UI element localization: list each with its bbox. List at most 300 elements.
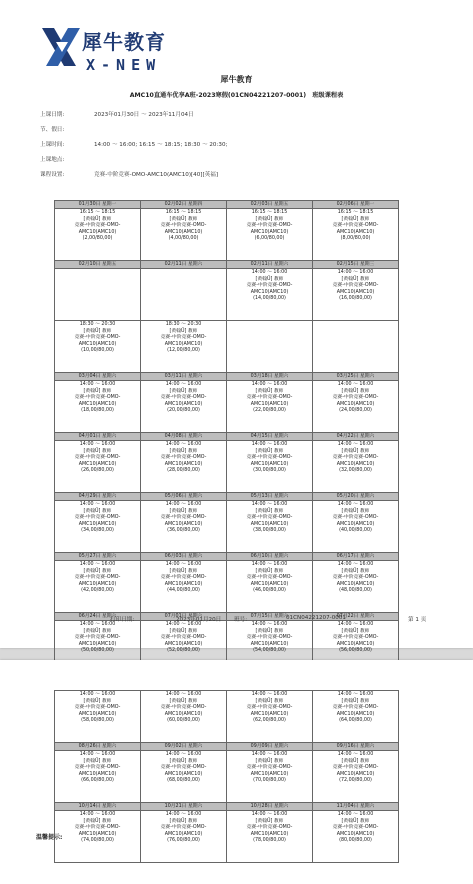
session-time: 14:00 ～ 16:00	[337, 812, 374, 817]
empty-cell	[313, 321, 399, 373]
session-course: AMC10(AMC10)	[164, 831, 203, 837]
session-course: 竞赛-中阶竞赛-OMO-	[160, 825, 207, 830]
brand-name-en: X-NEW	[86, 56, 162, 74]
session-row	[55, 441, 399, 493]
session-cell	[313, 561, 399, 613]
date-header-cell: 07月22日 星期六	[313, 613, 399, 621]
session-course: 竞赛-中阶竞赛-OMO-	[246, 283, 293, 288]
date-header-cell: 06月10日 星期六	[227, 553, 313, 561]
session-course: AMC10(AMC10)	[78, 581, 117, 587]
session-time: 14:00 ～ 16:00	[79, 382, 116, 387]
session-hours: (34,00/80,00)	[81, 528, 114, 533]
session-hours: (52,00/80,00)	[167, 648, 200, 653]
session-teacher: [黄翰Ü] 教师	[83, 818, 112, 824]
date-header-row	[55, 803, 399, 811]
session-cell	[141, 441, 227, 493]
session-teacher: [黄翰Ü] 教师	[169, 758, 198, 764]
session-time: 14:00 ～ 16:00	[251, 502, 288, 507]
session-course: AMC10(AMC10)	[336, 229, 375, 235]
date-header-row	[55, 743, 399, 751]
session-teacher: [黄翰Ü] 教师	[255, 568, 284, 574]
info-value: 2023年01月30日 ～ 2023年11月04日	[94, 112, 194, 118]
session-teacher: [黄翰Ü] 教师	[255, 448, 284, 454]
session-course: 竞赛-中阶竞赛-OMO-	[246, 395, 293, 400]
session-row	[55, 209, 399, 261]
date-header-cell: 02月11日 星期六	[141, 261, 227, 269]
session-course: 竞赛-中阶竞赛-OMO-	[246, 765, 293, 770]
info-key: 上课日期:	[40, 112, 65, 118]
session-hours: (32,00/80,00)	[339, 468, 372, 473]
session-hours: (76,00/80,00)	[167, 838, 200, 843]
schedule-page-2	[0, 660, 473, 884]
session-course: 竞赛-中阶竞赛-OMO-	[74, 575, 121, 580]
session-teacher: [黄翰Ü] 教师	[83, 388, 112, 394]
date-header-cell: 10月28日 星期六	[227, 803, 313, 811]
session-course: 竞赛-中阶竞赛-OMO-	[246, 455, 293, 460]
session-course: 竞赛-中阶竞赛-OMO-	[160, 765, 207, 770]
session-time: 14:00 ～ 16:00	[251, 562, 288, 567]
footer-print-label: 打印日期:	[110, 617, 135, 623]
session-course: 竞赛-中阶竞赛-OMO-	[160, 515, 207, 520]
session-time: 14:00 ～ 16:00	[251, 752, 288, 757]
session-course: AMC10(AMC10)	[336, 401, 375, 407]
rhino-x-logo-icon	[42, 24, 82, 70]
session-course: AMC10(AMC10)	[336, 461, 375, 467]
session-course: AMC10(AMC10)	[336, 831, 375, 837]
session-teacher: [黄翰Ü] 教师	[341, 216, 370, 222]
session-cell	[141, 209, 227, 261]
session-time: 18:30 ～ 20:30	[165, 322, 202, 327]
date-header-row	[55, 613, 399, 621]
session-hours: (24,00/80,00)	[339, 408, 372, 413]
session-hours: (12,00/80,00)	[167, 348, 200, 353]
session-course: 竞赛-中阶竞赛-OMO-	[74, 765, 121, 770]
session-row	[55, 811, 399, 863]
session-teacher: [黄翰Ü] 教师	[169, 508, 198, 514]
date-header-cell: 04月08日 星期六	[141, 433, 227, 441]
session-course: AMC10(AMC10)	[336, 581, 375, 587]
session-course: AMC10(AMC10)	[250, 581, 289, 587]
session-teacher: [黄翰Ü] 教师	[255, 628, 284, 634]
session-teacher: [黄翰Ü] 教师	[83, 508, 112, 514]
session-teacher: [黄翰Ü] 教师	[83, 758, 112, 764]
session-cell	[227, 381, 313, 433]
session-cell	[55, 381, 141, 433]
session-hours: (46,00/80,00)	[253, 588, 286, 593]
session-course: 竞赛-中阶竞赛-OMO-	[160, 635, 207, 640]
info-value: 14:00 ～ 16:00; 16:15 ～ 18:15; 18:30 ～ 20:30;	[94, 142, 228, 148]
session-time: 16:15 ～ 18:15	[79, 210, 116, 215]
session-teacher: [黄翰Ü] 教师	[169, 448, 198, 454]
session-course: AMC10(AMC10)	[164, 581, 203, 587]
session-cell	[227, 561, 313, 613]
session-course: AMC10(AMC10)	[250, 401, 289, 407]
document-title: AMC10直通车优享A班-2023寒假(01CN04221207-0001) 班级课程表	[129, 92, 344, 99]
session-cell	[313, 441, 399, 493]
session-course: 竞赛-中阶竞赛-OMO-	[160, 705, 207, 710]
session-teacher: [黄翰Ü] 教师	[341, 508, 370, 514]
session-course: AMC10(AMC10)	[78, 461, 117, 467]
session-time: 16:15 ～ 18:15	[337, 210, 374, 215]
session-teacher: [黄翰Ü] 教师	[255, 276, 284, 282]
session-hours: (2,00/80,00)	[82, 236, 113, 241]
session-hours: (8,00/80,00)	[340, 236, 371, 241]
session-hours: (18,00/80,00)	[81, 408, 114, 413]
session-cell	[55, 209, 141, 261]
session-hours: (80,00/80,00)	[339, 838, 372, 843]
session-course: AMC10(AMC10)	[78, 341, 117, 347]
session-course: AMC10(AMC10)	[250, 771, 289, 777]
session-course: AMC10(AMC10)	[250, 521, 289, 527]
session-hours: (14,00/80,00)	[253, 296, 286, 301]
session-teacher: [黄翰Ü] 教师	[169, 388, 198, 394]
session-teacher: [黄翰Ü] 教师	[341, 568, 370, 574]
date-header-cell: 07月15日 星期六	[227, 613, 313, 621]
date-header-cell: 04月29日 星期六	[55, 493, 141, 501]
session-hours: (4,00/80,00)	[168, 236, 199, 241]
session-course: 竞赛-中阶竞赛-OMO-	[332, 705, 379, 710]
date-header-cell: 02月03日 星期五	[227, 201, 313, 209]
session-course: AMC10(AMC10)	[250, 229, 289, 235]
session-teacher: [黄翰Ü] 教师	[169, 628, 198, 634]
session-time: 14:00 ～ 16:00	[251, 270, 288, 275]
date-header-cell: 06月17日 星期六	[313, 553, 399, 561]
date-header-cell: 04月15日 星期六	[227, 433, 313, 441]
session-time: 14:00 ～ 16:00	[165, 692, 202, 697]
session-cell	[313, 811, 399, 863]
session-course: AMC10(AMC10)	[78, 831, 117, 837]
session-time: 16:15 ～ 18:15	[251, 210, 288, 215]
empty-cell	[55, 269, 141, 321]
session-cell	[227, 691, 313, 743]
session-row	[55, 501, 399, 553]
date-header-cell: 09月16日 星期六	[313, 743, 399, 751]
session-time: 14:00 ～ 16:00	[165, 382, 202, 387]
session-hours: (66,00/80,00)	[81, 778, 114, 783]
session-teacher: [黄翰Ü] 教师	[341, 448, 370, 454]
session-course: AMC10(AMC10)	[78, 641, 117, 647]
session-cell	[55, 501, 141, 553]
brand-logo	[42, 22, 192, 82]
session-hours: (6,00/80,00)	[254, 236, 285, 241]
session-hours: (28,00/80,00)	[167, 468, 200, 473]
session-teacher: [黄翰Ü] 教师	[83, 698, 112, 704]
session-course: AMC10(AMC10)	[250, 641, 289, 647]
session-row	[55, 269, 399, 321]
session-hours: (38,00/80,00)	[253, 528, 286, 533]
session-course: AMC10(AMC10)	[336, 771, 375, 777]
session-hours: (42,00/80,00)	[81, 588, 114, 593]
session-course: 竞赛-中阶竞赛-OMO-	[332, 283, 379, 288]
info-holidays	[40, 125, 94, 133]
session-teacher: [黄翰Ü] 教师	[169, 568, 198, 574]
session-time: 14:00 ～ 16:00	[165, 562, 202, 567]
session-cell	[227, 269, 313, 321]
brand-name-cn: 犀牛教育	[82, 30, 166, 54]
session-course: AMC10(AMC10)	[78, 401, 117, 407]
date-header-cell: 01月30日 星期一	[55, 201, 141, 209]
session-course: 竞赛-中阶竞赛-OMO-	[332, 765, 379, 770]
session-time: 14:00 ～ 16:00	[337, 622, 374, 627]
session-hours: (48,00/80,00)	[339, 588, 372, 593]
date-header-row	[55, 261, 399, 269]
session-course: 竞赛-中阶竞赛-OMO-	[332, 223, 379, 228]
info-key: 上课地点:	[40, 157, 65, 163]
session-time: 14:00 ～ 16:00	[79, 692, 116, 697]
date-header-row	[55, 553, 399, 561]
date-header-cell: 05月06日 星期六	[141, 493, 227, 501]
session-hours: (60,00/80,00)	[167, 718, 200, 723]
session-time: 14:00 ～ 16:00	[337, 382, 374, 387]
session-course: 竞赛-中阶竞赛-OMO-	[74, 395, 121, 400]
session-cell	[313, 501, 399, 553]
session-hours: (30,00/80,00)	[253, 468, 286, 473]
session-course: AMC10(AMC10)	[164, 711, 203, 717]
session-time: 14:00 ～ 16:00	[79, 562, 116, 567]
session-teacher: [黄翰Ü] 教师	[341, 818, 370, 824]
session-teacher: [黄翰Ü] 教师	[255, 508, 284, 514]
session-course: 竞赛-中阶竞赛-OMO-	[246, 635, 293, 640]
session-time: 14:00 ～ 16:00	[251, 442, 288, 447]
date-header-cell: 05月20日 星期六	[313, 493, 399, 501]
session-time: 14:00 ～ 16:00	[165, 752, 202, 757]
session-course: AMC10(AMC10)	[250, 831, 289, 837]
date-header-cell: 02月02日 星期四	[141, 201, 227, 209]
session-teacher: [黄翰Ü] 教师	[83, 448, 112, 454]
session-cell	[55, 691, 141, 743]
date-header-cell: 11月04日 星期六	[313, 803, 399, 811]
date-header-cell: 07月01日 星期六	[141, 613, 227, 621]
footer-page-number: 第 1 页	[408, 617, 427, 623]
empty-cell	[227, 321, 313, 373]
session-row	[55, 321, 399, 373]
date-header-cell: 03月11日 星期六	[141, 373, 227, 381]
session-cell	[227, 501, 313, 553]
session-teacher: [黄翰Ü] 教师	[255, 758, 284, 764]
session-cell	[55, 811, 141, 863]
session-cell	[227, 209, 313, 261]
date-header-cell: 10月14日 星期六	[55, 803, 141, 811]
session-hours: (72,00/80,00)	[339, 778, 372, 783]
session-time: 14:00 ～ 16:00	[251, 382, 288, 387]
session-course: 竞赛-中阶竞赛-OMO-	[74, 825, 121, 830]
session-teacher: [黄翰Ü] 教师	[255, 216, 284, 222]
session-course: AMC10(AMC10)	[164, 521, 203, 527]
session-course: 竞赛-中阶竞赛-OMO-	[332, 825, 379, 830]
session-teacher: [黄翰Ü] 教师	[341, 758, 370, 764]
session-cell	[227, 441, 313, 493]
date-header-cell: 06月03日 星期六	[141, 553, 227, 561]
session-cell	[141, 751, 227, 803]
session-time: 14:00 ～ 16:00	[251, 692, 288, 697]
info-key: 上课时间:	[40, 142, 65, 148]
session-time: 14:00 ～ 16:00	[79, 812, 116, 817]
session-time: 14:00 ～ 16:00	[337, 562, 374, 567]
date-header-cell: 02月10日 星期五	[55, 261, 141, 269]
session-cell	[313, 269, 399, 321]
session-course: 竞赛-中阶竞赛-OMO-	[160, 455, 207, 460]
session-course: 竞赛-中阶竞赛-OMO-	[74, 515, 121, 520]
date-header-row	[55, 493, 399, 501]
schedule-table-page-2	[54, 690, 399, 863]
session-cell	[227, 811, 313, 863]
date-header-cell: 02月15日 星期三	[313, 261, 399, 269]
session-course: AMC10(AMC10)	[78, 771, 117, 777]
date-header-cell: 03月18日 星期六	[227, 373, 313, 381]
session-hours: (54,00/80,00)	[253, 648, 286, 653]
session-cell	[141, 811, 227, 863]
org-name: 犀牛教育	[220, 75, 253, 84]
info-value: 竞赛-中阶竞赛-OMO-AMC10(AMC10)[40][英福]	[94, 172, 219, 178]
session-cell	[55, 751, 141, 803]
session-row	[55, 381, 399, 433]
session-cell	[55, 321, 141, 373]
session-time: 14:00 ～ 16:00	[251, 812, 288, 817]
session-hours: (78,00/80,00)	[253, 838, 286, 843]
session-course: 竞赛-中阶竞赛-OMO-	[246, 575, 293, 580]
session-course: AMC10(AMC10)	[336, 641, 375, 647]
info-location	[40, 155, 94, 163]
schedule-table-page-1	[54, 200, 399, 681]
session-hours: (74,00/80,00)	[81, 838, 114, 843]
session-time: 14:00 ～ 16:00	[165, 502, 202, 507]
session-time: 14:00 ～ 16:00	[165, 622, 202, 627]
session-teacher: [黄翰Ü] 教师	[341, 628, 370, 634]
session-teacher: [黄翰Ü] 教师	[83, 216, 112, 222]
session-course: 竞赛-中阶竞赛-OMO-	[160, 335, 207, 340]
session-cell	[141, 561, 227, 613]
session-cell	[141, 501, 227, 553]
date-header-row	[55, 373, 399, 381]
session-course: AMC10(AMC10)	[336, 711, 375, 717]
session-course: 竞赛-中阶竞赛-OMO-	[74, 635, 121, 640]
session-time: 14:00 ～ 16:00	[337, 442, 374, 447]
session-course: AMC10(AMC10)	[250, 711, 289, 717]
footer-class-number: 01CN04221207-0001	[286, 615, 346, 621]
session-course: AMC10(AMC10)	[164, 229, 203, 235]
date-header-cell: 02月11日 星期六	[227, 261, 313, 269]
session-course: 竞赛-中阶竞赛-OMO-	[74, 705, 121, 710]
session-cell	[313, 381, 399, 433]
date-header-cell: 09月09日 星期六	[227, 743, 313, 751]
session-time: 16:15 ～ 18:15	[165, 210, 202, 215]
session-time: 14:00 ～ 16:00	[337, 502, 374, 507]
session-course: AMC10(AMC10)	[164, 641, 203, 647]
session-teacher: [黄翰Ü] 教师	[169, 698, 198, 704]
date-header-cell: 03月04日 星期六	[55, 373, 141, 381]
session-course: 竞赛-中阶竞赛-OMO-	[332, 515, 379, 520]
session-row	[55, 691, 399, 743]
session-hours: (10,00/80,00)	[81, 348, 114, 353]
info-key: 课程设置:	[40, 172, 65, 178]
footer-class-label: 班号:	[234, 617, 248, 623]
session-cell	[227, 751, 313, 803]
session-course: 竞赛-中阶竞赛-OMO-	[160, 223, 207, 228]
session-time: 18:30 ～ 20:30	[79, 322, 116, 327]
session-time: 14:00 ～ 16:00	[79, 502, 116, 507]
session-cell	[141, 321, 227, 373]
session-hours: (62,00/80,00)	[253, 718, 286, 723]
session-course: AMC10(AMC10)	[164, 341, 203, 347]
session-course: 竞赛-中阶竞赛-OMO-	[246, 515, 293, 520]
session-row	[55, 561, 399, 613]
date-header-cell: 08月26日 星期六	[55, 743, 141, 751]
session-cell	[313, 751, 399, 803]
session-teacher: [黄翰Ü] 教师	[255, 388, 284, 394]
session-cell	[141, 691, 227, 743]
date-header-cell: 04月01日 星期六	[55, 433, 141, 441]
date-header-cell: 10月21日 星期六	[141, 803, 227, 811]
session-row	[55, 751, 399, 803]
session-time: 14:00 ～ 16:00	[337, 270, 374, 275]
session-course: AMC10(AMC10)	[164, 771, 203, 777]
session-hours: (26,00/80,00)	[81, 468, 114, 473]
session-hours: (58,00/80,00)	[81, 718, 114, 723]
date-header-cell: 06月24日 星期六	[55, 613, 141, 621]
date-header-row	[55, 201, 399, 209]
session-time: 14:00 ～ 16:00	[79, 442, 116, 447]
session-course: AMC10(AMC10)	[250, 289, 289, 295]
date-header-cell: 09月02日 星期六	[141, 743, 227, 751]
session-course: AMC10(AMC10)	[336, 521, 375, 527]
session-course: 竞赛-中阶竞赛-OMO-	[74, 223, 121, 228]
session-teacher: [黄翰Ü] 教师	[341, 698, 370, 704]
info-course	[40, 170, 218, 178]
empty-cell	[141, 269, 227, 321]
session-hours: (44,00/80,00)	[167, 588, 200, 593]
date-header-cell: 05月13日 星期六	[227, 493, 313, 501]
session-course: AMC10(AMC10)	[78, 229, 117, 235]
session-hours: (68,00/80,00)	[167, 778, 200, 783]
session-hours: (22,00/80,00)	[253, 408, 286, 413]
session-course: 竞赛-中阶竞赛-OMO-	[332, 635, 379, 640]
session-course: 竞赛-中阶竞赛-OMO-	[74, 335, 121, 340]
session-time: 14:00 ～ 16:00	[251, 622, 288, 627]
session-course: 竞赛-中阶竞赛-OMO-	[332, 395, 379, 400]
session-teacher: [黄翰Ü] 教师	[169, 216, 198, 222]
session-teacher: [黄翰Ü] 教师	[341, 388, 370, 394]
session-hours: (50,00/80,00)	[81, 648, 114, 653]
session-course: AMC10(AMC10)	[78, 521, 117, 527]
session-course: AMC10(AMC10)	[164, 401, 203, 407]
session-hours: (20,00/80,00)	[167, 408, 200, 413]
session-cell	[55, 441, 141, 493]
footer-print-date: 2023年01月20日	[176, 617, 222, 623]
session-time: 14:00 ～ 16:00	[337, 692, 374, 697]
session-teacher: [黄翰Ü] 教师	[169, 328, 198, 334]
date-header-cell: 05月27日 星期六	[55, 553, 141, 561]
session-hours: (56,00/80,00)	[339, 648, 372, 653]
session-time: 14:00 ～ 16:00	[79, 622, 116, 627]
date-header-row	[55, 433, 399, 441]
session-cell	[55, 561, 141, 613]
tips-label: 温馨提示:	[36, 834, 63, 841]
session-course: 竞赛-中阶竞赛-OMO-	[74, 455, 121, 460]
session-teacher: [黄翰Ü] 教师	[83, 568, 112, 574]
session-hours: (16,00/80,00)	[339, 296, 372, 301]
session-time: 14:00 ～ 16:00	[337, 752, 374, 757]
session-cell	[141, 381, 227, 433]
session-course: 竞赛-中阶竞赛-OMO-	[246, 223, 293, 228]
session-teacher: [黄翰Ü] 教师	[255, 818, 284, 824]
session-course: 竞赛-中阶竞赛-OMO-	[332, 575, 379, 580]
session-course: 竞赛-中阶竞赛-OMO-	[160, 575, 207, 580]
session-course: AMC10(AMC10)	[164, 461, 203, 467]
session-teacher: [黄翰Ü] 教师	[169, 818, 198, 824]
session-course: AMC10(AMC10)	[250, 461, 289, 467]
session-hours: (64,00/80,00)	[339, 718, 372, 723]
session-teacher: [黄翰Ü] 教师	[255, 698, 284, 704]
